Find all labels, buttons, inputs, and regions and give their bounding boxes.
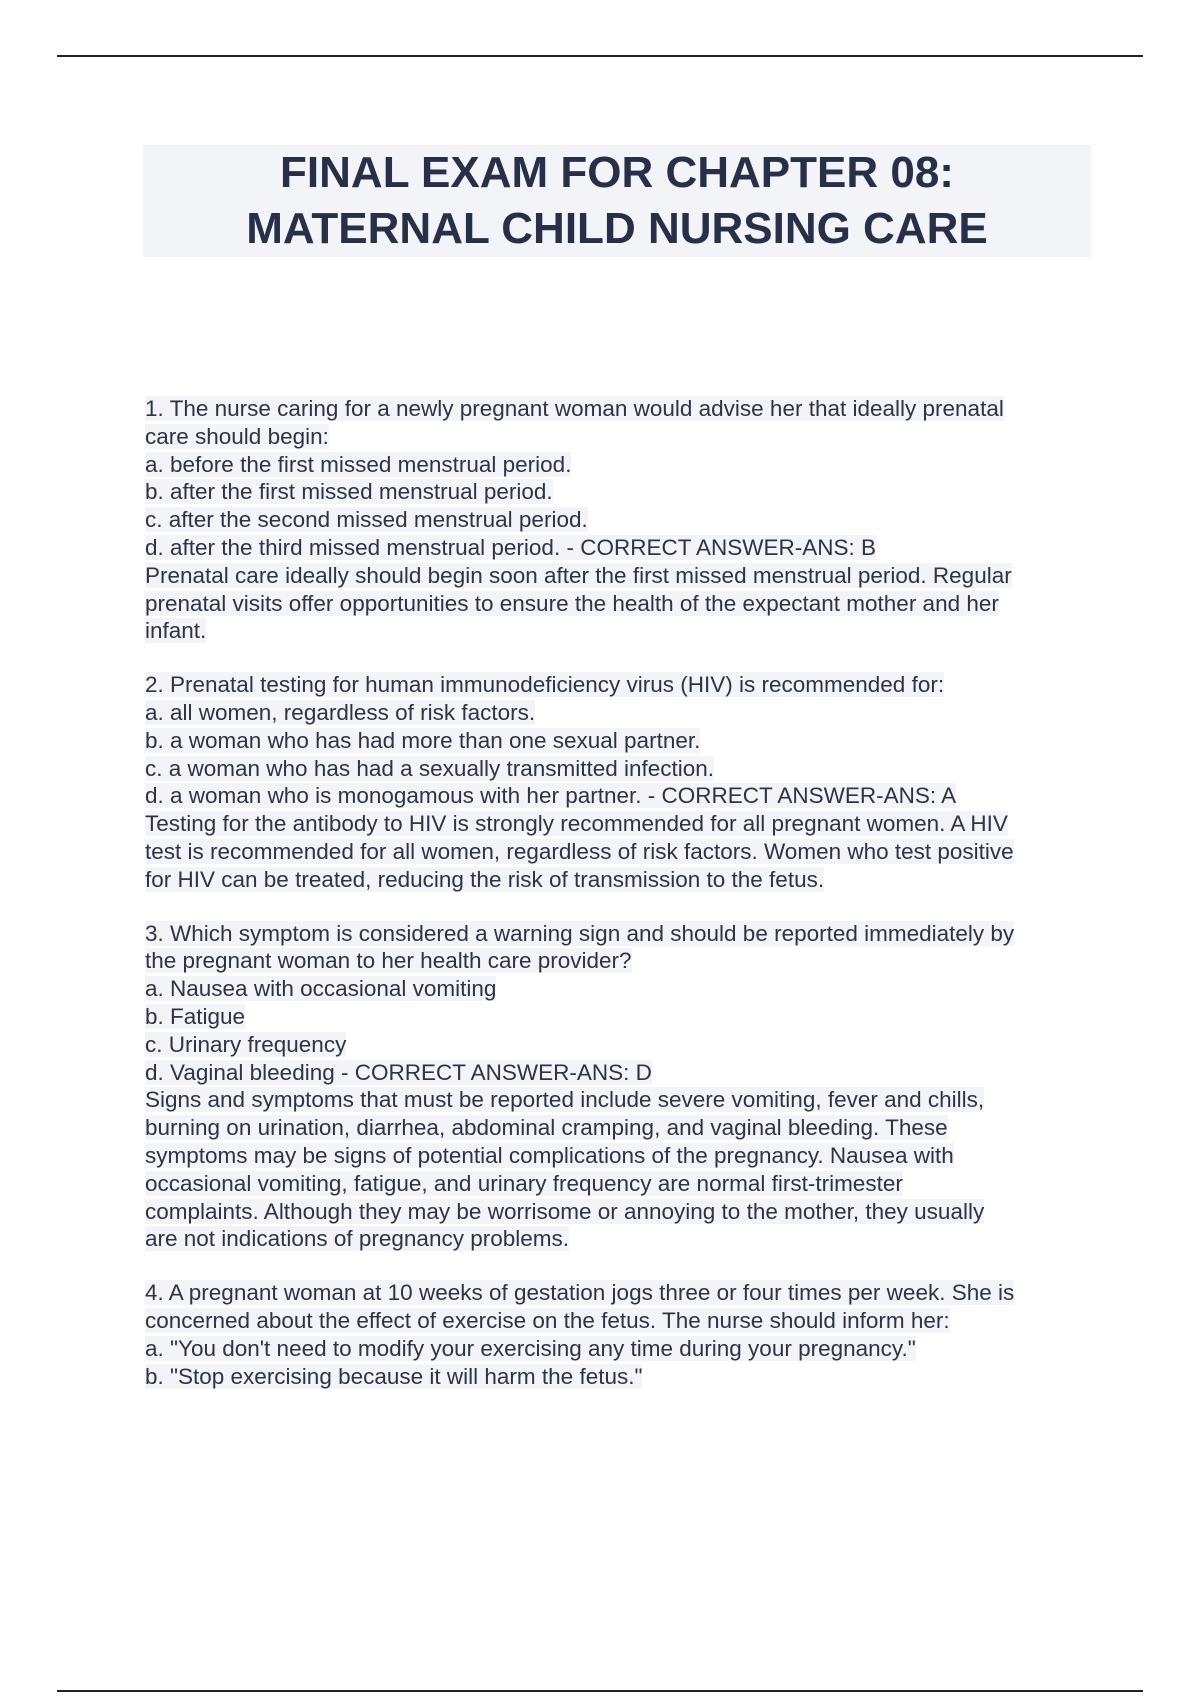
rationale-line: test is recommended for all women, regardless of risk factors. Women who test positive (145, 838, 1014, 864)
rationale-line: Prenatal care ideally should begin soon after the first missed menstrual period. Regular (145, 562, 1012, 588)
answer-option: c. a woman who has had a sexually transmitted infection. (145, 755, 715, 781)
questions-list (145, 395, 1085, 1416)
answer-option: c. Urinary frequency (145, 1031, 347, 1057)
title-line-2: MATERNAL CHILD NURSING CARE (246, 204, 988, 253)
answer-option: b. Fatigue (145, 1003, 246, 1029)
top-divider (57, 55, 1143, 57)
answer-option: a. "You don't need to modify your exercising any time during your pregnancy." (145, 1335, 916, 1361)
rationale-line: for HIV can be treated, reducing the risk of transmission to the fetus. (145, 866, 825, 892)
title-line-1: FINAL EXAM FOR CHAPTER 08: (280, 148, 954, 197)
question-4 (145, 1279, 1085, 1390)
question-line: 3. Which symptom is considered a warning sign and should be reported immediately by (145, 920, 1015, 946)
answer-option: c. after the second missed menstrual period. (145, 507, 588, 533)
rationale-line: infant. (145, 618, 207, 644)
question-3 (145, 920, 1085, 1254)
answer-option: b. a woman who has had more than one sexual partner. (145, 727, 701, 753)
bottom-divider (57, 1690, 1143, 1692)
document-title (143, 145, 1091, 257)
question-1 (145, 395, 1085, 645)
answer-option: a. Nausea with occasional vomiting (145, 976, 497, 1002)
answer-option: a. all women, regardless of risk factors. (145, 699, 536, 725)
answer-option: d. Vaginal bleeding - CORRECT ANSWER-ANS: D (145, 1059, 652, 1085)
rationale-line: are not indications of pregnancy problems. (145, 1226, 569, 1252)
rationale-line: Testing for the antibody to HIV is strongly recommended for all pregnant women. A HIV (145, 811, 1008, 837)
rationale-line: Signs and symptoms that must be reported include severe vomiting, fever and chills, (145, 1087, 985, 1113)
answer-option: a. before the first missed menstrual period. (145, 451, 572, 477)
question-line: 4. A pregnant woman at 10 weeks of gestation jogs three or four times per week. She is (145, 1280, 1015, 1306)
question-2 (145, 671, 1085, 893)
question-line: the pregnant woman to her health care provider? (145, 948, 632, 974)
question-line: 2. Prenatal testing for human immunodeficiency virus (HIV) is recommended for: (145, 672, 945, 698)
answer-option: d. after the third missed menstrual period. - CORRECT ANSWER-ANS: B (145, 534, 877, 560)
question-line: care should begin: (145, 423, 329, 449)
rationale-line: occasional vomiting, fatigue, and urinary frequency are normal first-trimester (145, 1170, 903, 1196)
answer-option: b. "Stop exercising because it will harm the fetus." (145, 1363, 643, 1389)
question-line: concerned about the effect of exercise on the fetus. The nurse should inform her: (145, 1307, 950, 1333)
rationale-line: symptoms may be signs of potential complications of the pregnancy. Nausea with (145, 1142, 954, 1168)
question-line: 1. The nurse caring for a newly pregnant woman would advise her that ideally prenatal (145, 396, 1004, 421)
rationale-line: prenatal visits offer opportunities to ensure the health of the expectant mother and her (145, 590, 999, 616)
answer-option: d. a woman who is monogamous with her partner. - CORRECT ANSWER-ANS: A (145, 783, 957, 809)
rationale-line: burning on urination, diarrhea, abdominal cramping, and vaginal bleeding. These (145, 1115, 948, 1141)
answer-option: b. after the first missed menstrual period. (145, 479, 553, 505)
rationale-line: complaints. Although they may be worrisome or annoying to the mother, they usually (145, 1198, 985, 1224)
